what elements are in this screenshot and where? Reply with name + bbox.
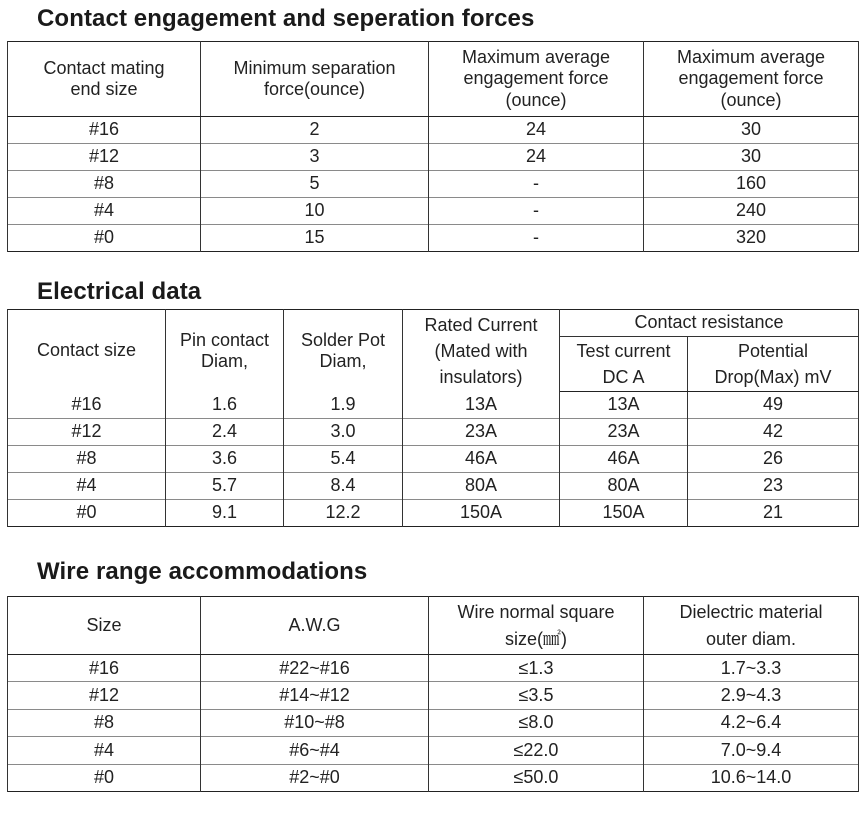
wire-header-awg: A.W.G: [201, 597, 429, 655]
electrical-cell: 13A: [560, 392, 688, 419]
electrical-cell: 26: [688, 446, 859, 473]
wire-header-size: Size: [8, 597, 201, 655]
wire-title: Wire range accommodations: [37, 558, 368, 585]
table-row: [8, 392, 859, 419]
electrical-cell: 9.1: [166, 500, 284, 527]
wire-cell: 1.7~3.3: [644, 655, 859, 682]
table-row: [8, 144, 859, 171]
electrical-cell: 46A: [403, 446, 560, 473]
electrical-cell: #16: [8, 392, 166, 419]
wire-cell: 7.0~9.4: [644, 737, 859, 764]
forces-cell: #8: [8, 171, 201, 198]
wire-header-square-size: Wire normal square size(㎟): [429, 597, 644, 655]
table-row: [8, 473, 859, 500]
wire-cell: ≤22.0: [429, 737, 644, 764]
electrical-header-rated-current: Rated Current (Mated with insulators): [403, 310, 560, 392]
forces-cell: 3: [201, 144, 429, 171]
electrical-cell: 42: [688, 419, 859, 446]
electrical-cell: 3.0: [284, 419, 403, 446]
forces-cell: -: [429, 171, 644, 198]
electrical-cell: 1.9: [284, 392, 403, 419]
table-row: [8, 709, 859, 736]
electrical-cell: 150A: [403, 500, 560, 527]
wire-cell: #12: [8, 682, 201, 709]
electrical-cell: 1.6: [166, 392, 284, 419]
electrical-cell: 8.4: [284, 473, 403, 500]
table-row: [8, 655, 859, 682]
forces-cell: #16: [8, 117, 201, 144]
electrical-header-test-current: Test current DC A: [560, 337, 688, 392]
electrical-cell: 13A: [403, 392, 560, 419]
electrical-cell: 46A: [560, 446, 688, 473]
table-row: [8, 225, 859, 252]
table-row: [8, 117, 859, 144]
forces-cell: 30: [644, 144, 859, 171]
table-row: [8, 500, 859, 527]
table-row: [8, 446, 859, 473]
wire-cell: #0: [8, 764, 201, 791]
forces-table: [7, 41, 859, 252]
wire-cell: 4.2~6.4: [644, 709, 859, 736]
forces-cell: -: [429, 225, 644, 252]
forces-cell: 160: [644, 171, 859, 198]
forces-cell: 30: [644, 117, 859, 144]
table-row: [8, 764, 859, 791]
forces-cell: #0: [8, 225, 201, 252]
electrical-cell: 23A: [403, 419, 560, 446]
wire-cell: ≤1.3: [429, 655, 644, 682]
wire-cell: ≤3.5: [429, 682, 644, 709]
table-row: [8, 737, 859, 764]
forces-cell: 2: [201, 117, 429, 144]
wire-table: [7, 596, 859, 792]
electrical-cell: 23A: [560, 419, 688, 446]
electrical-cell: 23: [688, 473, 859, 500]
electrical-cell: 3.6: [166, 446, 284, 473]
wire-cell: #16: [8, 655, 201, 682]
wire-cell: 2.9~4.3: [644, 682, 859, 709]
electrical-cell: 5.4: [284, 446, 403, 473]
electrical-header-contact-size: Contact size: [8, 310, 166, 392]
electrical-cell: #8: [8, 446, 166, 473]
electrical-cell: 49: [688, 392, 859, 419]
forces-cell: #12: [8, 144, 201, 171]
wire-cell: #10~#8: [201, 709, 429, 736]
forces-cell: 24: [429, 144, 644, 171]
wire-cell: ≤50.0: [429, 764, 644, 791]
forces-cell: 10: [201, 198, 429, 225]
electrical-cell: #0: [8, 500, 166, 527]
forces-cell: 5: [201, 171, 429, 198]
electrical-header-contact-resistance: Contact resistance: [560, 310, 859, 337]
electrical-header-solder-pot: Solder Pot Diam,: [284, 310, 403, 392]
electrical-header-potential-drop: Potential Drop(Max) mV: [688, 337, 859, 392]
electrical-header-pin-contact: Pin contact Diam,: [166, 310, 284, 392]
forces-header-size: Contact mating end size: [8, 42, 201, 117]
wire-cell: #4: [8, 737, 201, 764]
forces-cell: 24: [429, 117, 644, 144]
wire-cell: 10.6~14.0: [644, 764, 859, 791]
table-row: [8, 171, 859, 198]
table-row: [8, 419, 859, 446]
table-row: [8, 198, 859, 225]
electrical-cell: 5.7: [166, 473, 284, 500]
electrical-table: [7, 309, 859, 527]
forces-cell: -: [429, 198, 644, 225]
electrical-cell: 12.2: [284, 500, 403, 527]
wire-cell: #6~#4: [201, 737, 429, 764]
forces-header-max-engagement-b: Maximum average engagement force (ounce): [644, 42, 859, 117]
electrical-cell: 80A: [560, 473, 688, 500]
forces-cell: 320: [644, 225, 859, 252]
wire-header-dielectric-diam: Dielectric material outer diam.: [644, 597, 859, 655]
wire-cell: #2~#0: [201, 764, 429, 791]
wire-cell: #14~#12: [201, 682, 429, 709]
electrical-cell: 21: [688, 500, 859, 527]
wire-cell: #22~#16: [201, 655, 429, 682]
forces-cell: 15: [201, 225, 429, 252]
forces-cell: 240: [644, 198, 859, 225]
forces-header-min-separation: Minimum separation force(ounce): [201, 42, 429, 117]
forces-title: Contact engagement and seperation forces: [37, 5, 535, 32]
electrical-cell: 150A: [560, 500, 688, 527]
table-row: [8, 682, 859, 709]
electrical-cell: 2.4: [166, 419, 284, 446]
forces-cell: #4: [8, 198, 201, 225]
wire-cell: #8: [8, 709, 201, 736]
forces-header-max-engagement-a: Maximum average engagement force (ounce): [429, 42, 644, 117]
electrical-cell: #12: [8, 419, 166, 446]
electrical-cell: #4: [8, 473, 166, 500]
wire-cell: ≤8.0: [429, 709, 644, 736]
electrical-title: Electrical data: [37, 278, 202, 305]
electrical-cell: 80A: [403, 473, 560, 500]
